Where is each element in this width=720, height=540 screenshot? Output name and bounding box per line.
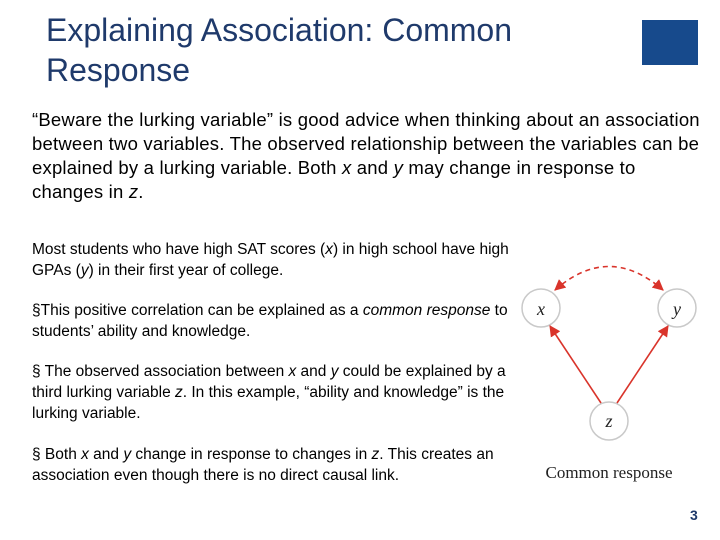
dashed-association-arrow bbox=[555, 267, 663, 291]
common-response-diagram bbox=[515, 255, 710, 495]
node-y-label: y bbox=[673, 299, 681, 319]
node-z-label: z bbox=[605, 411, 613, 431]
arrow-z-to-y bbox=[617, 326, 668, 403]
diagram-caption: Common response bbox=[545, 463, 673, 482]
bullet-lurking-variable: § The observed association between x and y could be explained by a third lurking variable z. In this example, “ability and knowledge” is the lurking variable. bbox=[32, 363, 506, 422]
slide-title-line-2: Response bbox=[46, 52, 191, 88]
bullet-common-response: §This positive correlation can be explained as a common response to students’ ability and knowledge. bbox=[32, 302, 508, 340]
decorative-corner-box bbox=[642, 20, 698, 65]
slide-title bbox=[46, 10, 606, 90]
example-paragraph: Most students who have high SAT scores (x) in high school have high GPAs (y) in their first year of college. bbox=[32, 241, 509, 279]
node-x-label: x bbox=[537, 299, 545, 319]
slide-title-line-1: Explaining Association: Common bbox=[46, 12, 513, 48]
intro-paragraph: “Beware the lurking variable” is good advice when thinking about an association between two variables. The observed relationship between the variables can be explained by a lurking variable. Both x and y may change in response to changes in z. bbox=[32, 109, 700, 202]
bullet-no-causal-link: § Both x and y change in response to changes in z. This creates an association even though there is no direct causal link. bbox=[32, 446, 494, 484]
page-number: 3 bbox=[690, 507, 698, 523]
arrow-z-to-x bbox=[550, 326, 601, 403]
